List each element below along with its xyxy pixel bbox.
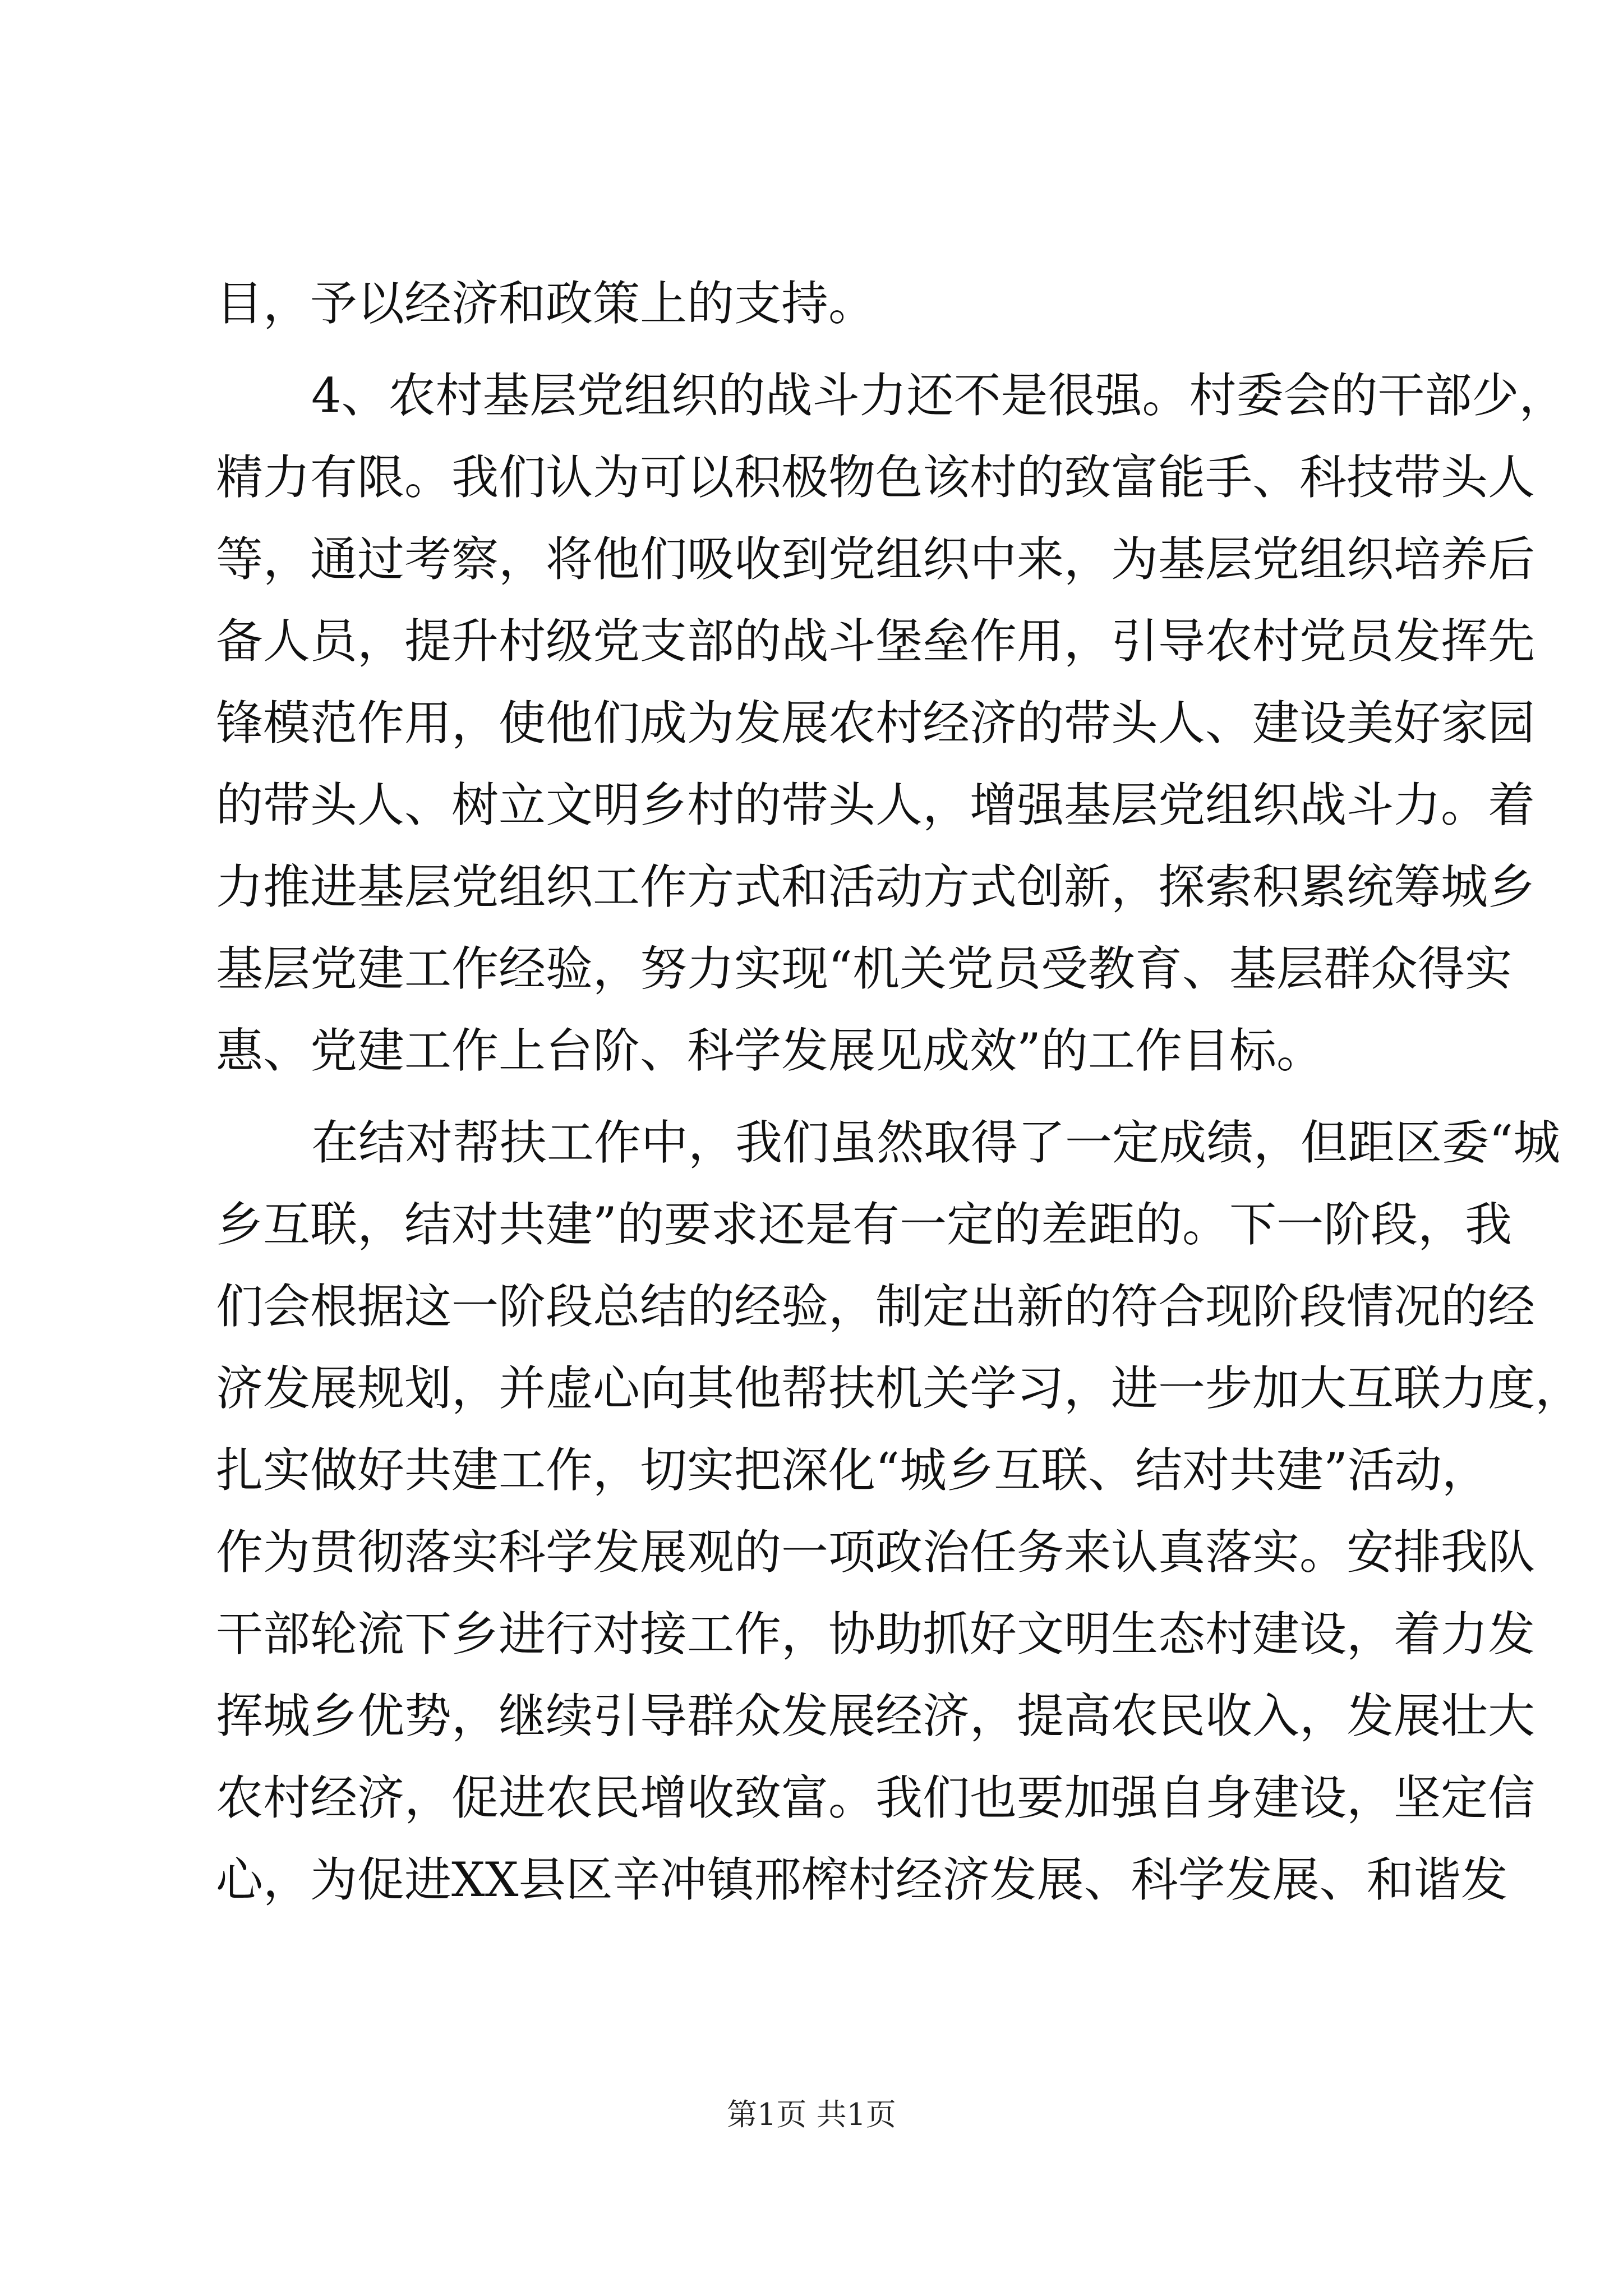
text-line: 4、农村基层党组织的战斗力还不是很强。村委会的干部少， [311, 368, 1566, 423]
text-line: 农村经济，促进农民增收致富。我们也要加强自身建设，坚定信 [216, 1770, 1536, 1825]
paragraph-gap [216, 1092, 1410, 1102]
text-line: 挥城乡优势，继续引导群众发展经济，提高农民收入，发展壮大 [216, 1688, 1536, 1743]
text-line: 的带头人、树立文明乡村的带头人，增强基层党组织战斗力。着 [216, 777, 1536, 832]
text-line: 精力有限。我们认为可以积极物色该村的致富能手、科技带头人 [216, 450, 1536, 505]
page-number-label: 第1页 共1页 [727, 2097, 896, 2132]
text-line: 乡互联，结对共建”的要求还是有一定的差距的。下一阶段，我 [216, 1197, 1512, 1252]
text-line: 们会根据这一阶段总结的经验，制定出新的符合现阶段情况的经 [216, 1279, 1536, 1334]
text-line: 作为贯彻落实科学发展观的一项政治任务来认真落实。安排我队 [216, 1525, 1536, 1580]
page-footer [0, 2095, 1623, 2134]
text-line: 目，予以经济和政策上的支持。 [216, 276, 876, 331]
paragraph-gap [216, 344, 1410, 355]
text-line: 干部轮流下乡进行对接工作，协助抓好文明生态村建设，着力发 [216, 1607, 1536, 1662]
text-line: 惠、党建工作上台阶、科学发展见成效”的工作目标。 [216, 1023, 1324, 1078]
document-body [216, 263, 1583, 1921]
paragraph-summary [216, 1102, 1583, 1921]
text-line: 等，通过考察，将他们吸收到党组织中来，为基层党组织培养后 [216, 532, 1536, 587]
text-line: 力推进基层党组织工作方式和活动方式创新，探索积累统筹城乡 [216, 859, 1536, 914]
text-line: 基层党建工作经验，努力实现“机关党员受教育、基层群众得实 [216, 941, 1512, 996]
text-line: 扎实做好共建工作，切实把深化“城乡互联、结对共建”活动， [216, 1443, 1489, 1498]
paragraph-continuation [216, 263, 1410, 344]
text-line: 备人员，提升村级党支部的战斗堡垒作用，引导农村党员发挥先 [216, 614, 1536, 669]
text-line: 锋模范作用，使他们成为发展农村经济的带头人、建设美好家园 [216, 696, 1536, 751]
text-line: 心，为促进XX县区辛冲镇邢榨村经济发展、科学发展、和谐发 [216, 1852, 1508, 1907]
text-line: 在结对帮扶工作中，我们虽然取得了一定成绩，但距区委“城 [311, 1115, 1560, 1170]
text-line: 济发展规划，并虚心向其他帮扶机关学习，进一步加大互联力度， [216, 1361, 1583, 1416]
paragraph-item-4 [216, 355, 1566, 1092]
